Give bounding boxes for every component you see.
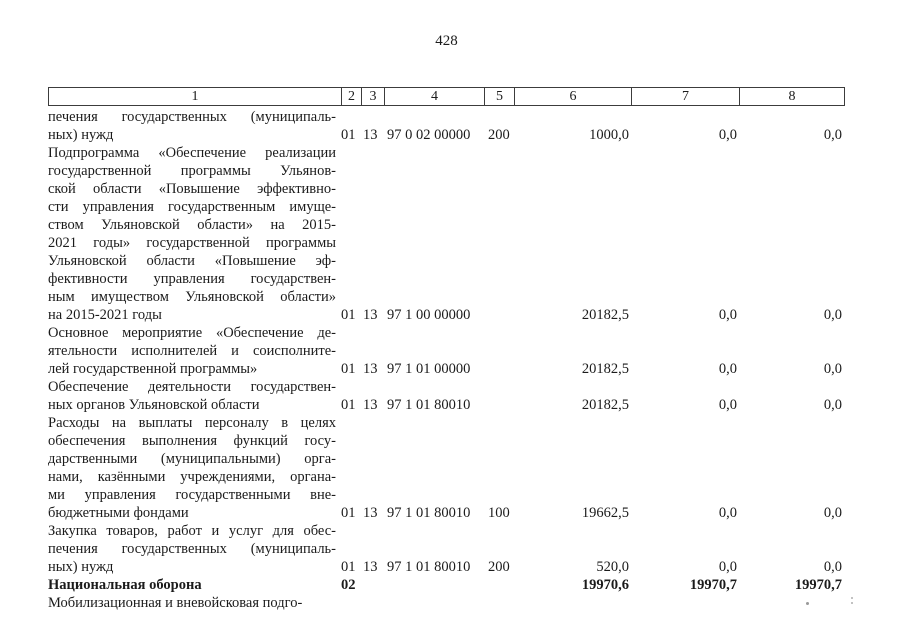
text-line: нами, казёнными учреждениями, органа- bbox=[48, 469, 336, 485]
text-line: дарственными (муниципальными) орга- bbox=[48, 451, 336, 467]
text-line: Закупка товаров, работ и услуг для обес- bbox=[48, 523, 336, 539]
cell-col8: 0,0 bbox=[823, 559, 842, 575]
table-row bbox=[48, 414, 845, 522]
column-header: 8 bbox=[739, 88, 844, 105]
text-line: ных) нужд bbox=[48, 559, 114, 575]
cell-col4: 97 1 01 80010 bbox=[387, 505, 471, 521]
column-header: 5 bbox=[484, 88, 514, 105]
text-line: ятельности исполнителей и соисполните- bbox=[48, 343, 336, 359]
cell-col8: 0,0 bbox=[823, 505, 842, 521]
cell-col7: 0,0 bbox=[718, 559, 737, 575]
cell-name bbox=[48, 594, 340, 612]
cell-name bbox=[48, 378, 340, 414]
text-line: фективности управления государствен- bbox=[48, 271, 336, 287]
table-header bbox=[48, 87, 845, 106]
text-line: ных) нужд bbox=[48, 127, 114, 143]
cell-col4: 97 1 00 00000 bbox=[387, 307, 471, 323]
cell-col2: 01 bbox=[341, 505, 356, 521]
text-line: государственной программы Ульянов- bbox=[48, 163, 336, 179]
cell-col5: 200 bbox=[488, 127, 510, 143]
cell-col3: 13 bbox=[363, 127, 378, 143]
cell-col7: 0,0 bbox=[718, 127, 737, 143]
cell-col2: 01 bbox=[341, 307, 356, 323]
text-line: ством Ульяновской области» на 2015- bbox=[48, 217, 336, 233]
table-row bbox=[48, 378, 845, 414]
text-line: 2021 годы» государственной программы bbox=[48, 235, 336, 251]
cell-name bbox=[48, 108, 340, 144]
text-line: ми управления государственными вне- bbox=[48, 487, 336, 503]
cell-name bbox=[48, 324, 340, 378]
cell-name bbox=[48, 576, 340, 594]
cell-col2: 02 bbox=[341, 577, 356, 593]
cell-col6: 1000,0 bbox=[589, 127, 629, 143]
cell-col7: 0,0 bbox=[718, 397, 737, 413]
text-line: сти управления государственным имуще- bbox=[48, 199, 336, 215]
cell-name bbox=[48, 522, 340, 576]
text-line: Подпрограмма «Обеспечение реализации bbox=[48, 145, 336, 161]
cell-col8: 0,0 bbox=[823, 361, 842, 377]
cell-col8: 0,0 bbox=[823, 307, 842, 323]
text-line: печения государственных (муниципаль- bbox=[48, 109, 336, 125]
table-row bbox=[48, 108, 845, 144]
cell-col4: 97 1 01 80010 bbox=[387, 397, 471, 413]
page-number: 428 bbox=[435, 33, 458, 49]
cell-col4: 97 1 01 00000 bbox=[387, 361, 471, 377]
column-header: 2 bbox=[341, 88, 361, 105]
cell-col6: 20182,5 bbox=[581, 307, 629, 323]
text-line: бюджетными фондами bbox=[48, 505, 189, 521]
cell-col5: 100 bbox=[488, 505, 510, 521]
column-header: 6 bbox=[514, 88, 631, 105]
cell-col7: 0,0 bbox=[718, 307, 737, 323]
cell-col2: 01 bbox=[341, 361, 356, 377]
cell-col3: 13 bbox=[363, 361, 378, 377]
cell-col8: 0,0 bbox=[823, 397, 842, 413]
cell-col2: 01 bbox=[341, 127, 356, 143]
scan-speck bbox=[806, 602, 809, 605]
cell-col6: 20182,5 bbox=[581, 361, 629, 377]
text-line: Мобилизационная и вневойсковая подго- bbox=[48, 595, 303, 611]
scan-speck bbox=[851, 602, 853, 604]
text-line: Обеспечение деятельности государствен- bbox=[48, 379, 336, 395]
cell-col7: 0,0 bbox=[718, 505, 737, 521]
text-line: обеспечения выполнения функций госу- bbox=[48, 433, 336, 449]
scan-speck bbox=[851, 597, 853, 599]
cell-name bbox=[48, 144, 340, 324]
cell-col7: 0,0 bbox=[718, 361, 737, 377]
column-header: 1 bbox=[191, 89, 199, 104]
cell-col7: 19970,7 bbox=[689, 577, 737, 593]
table-row bbox=[48, 576, 845, 594]
text-line: на 2015-2021 годы bbox=[48, 307, 162, 323]
cell-col6: 520,0 bbox=[596, 559, 629, 575]
cell-col2: 01 bbox=[341, 559, 356, 575]
text-line: Национальная оборона bbox=[48, 577, 202, 593]
column-header: 7 bbox=[631, 88, 739, 105]
text-line: Основное мероприятие «Обеспечение де- bbox=[48, 325, 336, 341]
text-line: ных органов Ульяновской области bbox=[48, 397, 260, 413]
text-line: ным имуществом Ульяновской области» bbox=[48, 289, 336, 305]
cell-col3: 13 bbox=[363, 307, 378, 323]
cell-col8: 19970,7 bbox=[794, 577, 842, 593]
table-body bbox=[48, 106, 845, 612]
text-line: Расходы на выплаты персоналу в целях bbox=[48, 415, 336, 431]
cell-col3: 13 bbox=[363, 505, 378, 521]
budget-table bbox=[48, 87, 845, 612]
cell-col2: 01 bbox=[341, 397, 356, 413]
cell-col8: 0,0 bbox=[823, 127, 842, 143]
table-row bbox=[48, 324, 845, 378]
table-row bbox=[48, 522, 845, 576]
column-header: 3 bbox=[361, 88, 384, 105]
table-row bbox=[48, 144, 845, 324]
cell-col5: 200 bbox=[488, 559, 510, 575]
text-line: Ульяновской области «Повышение эф- bbox=[48, 253, 336, 269]
cell-col6: 19970,6 bbox=[581, 577, 629, 593]
cell-col6: 20182,5 bbox=[581, 397, 629, 413]
column-header: 4 bbox=[384, 88, 484, 105]
text-line: ской области «Повышение эффективно- bbox=[48, 181, 336, 197]
cell-col4: 97 1 01 80010 bbox=[387, 559, 471, 575]
text-line: лей государственной программы» bbox=[48, 361, 258, 377]
cell-col3: 13 bbox=[363, 397, 378, 413]
cell-name bbox=[48, 414, 340, 522]
cell-col3: 13 bbox=[363, 559, 378, 575]
cell-col4: 97 0 02 00000 bbox=[387, 127, 471, 143]
text-line: печения государственных (муниципаль- bbox=[48, 541, 336, 557]
table-row bbox=[48, 594, 845, 612]
cell-col6: 19662,5 bbox=[581, 505, 629, 521]
